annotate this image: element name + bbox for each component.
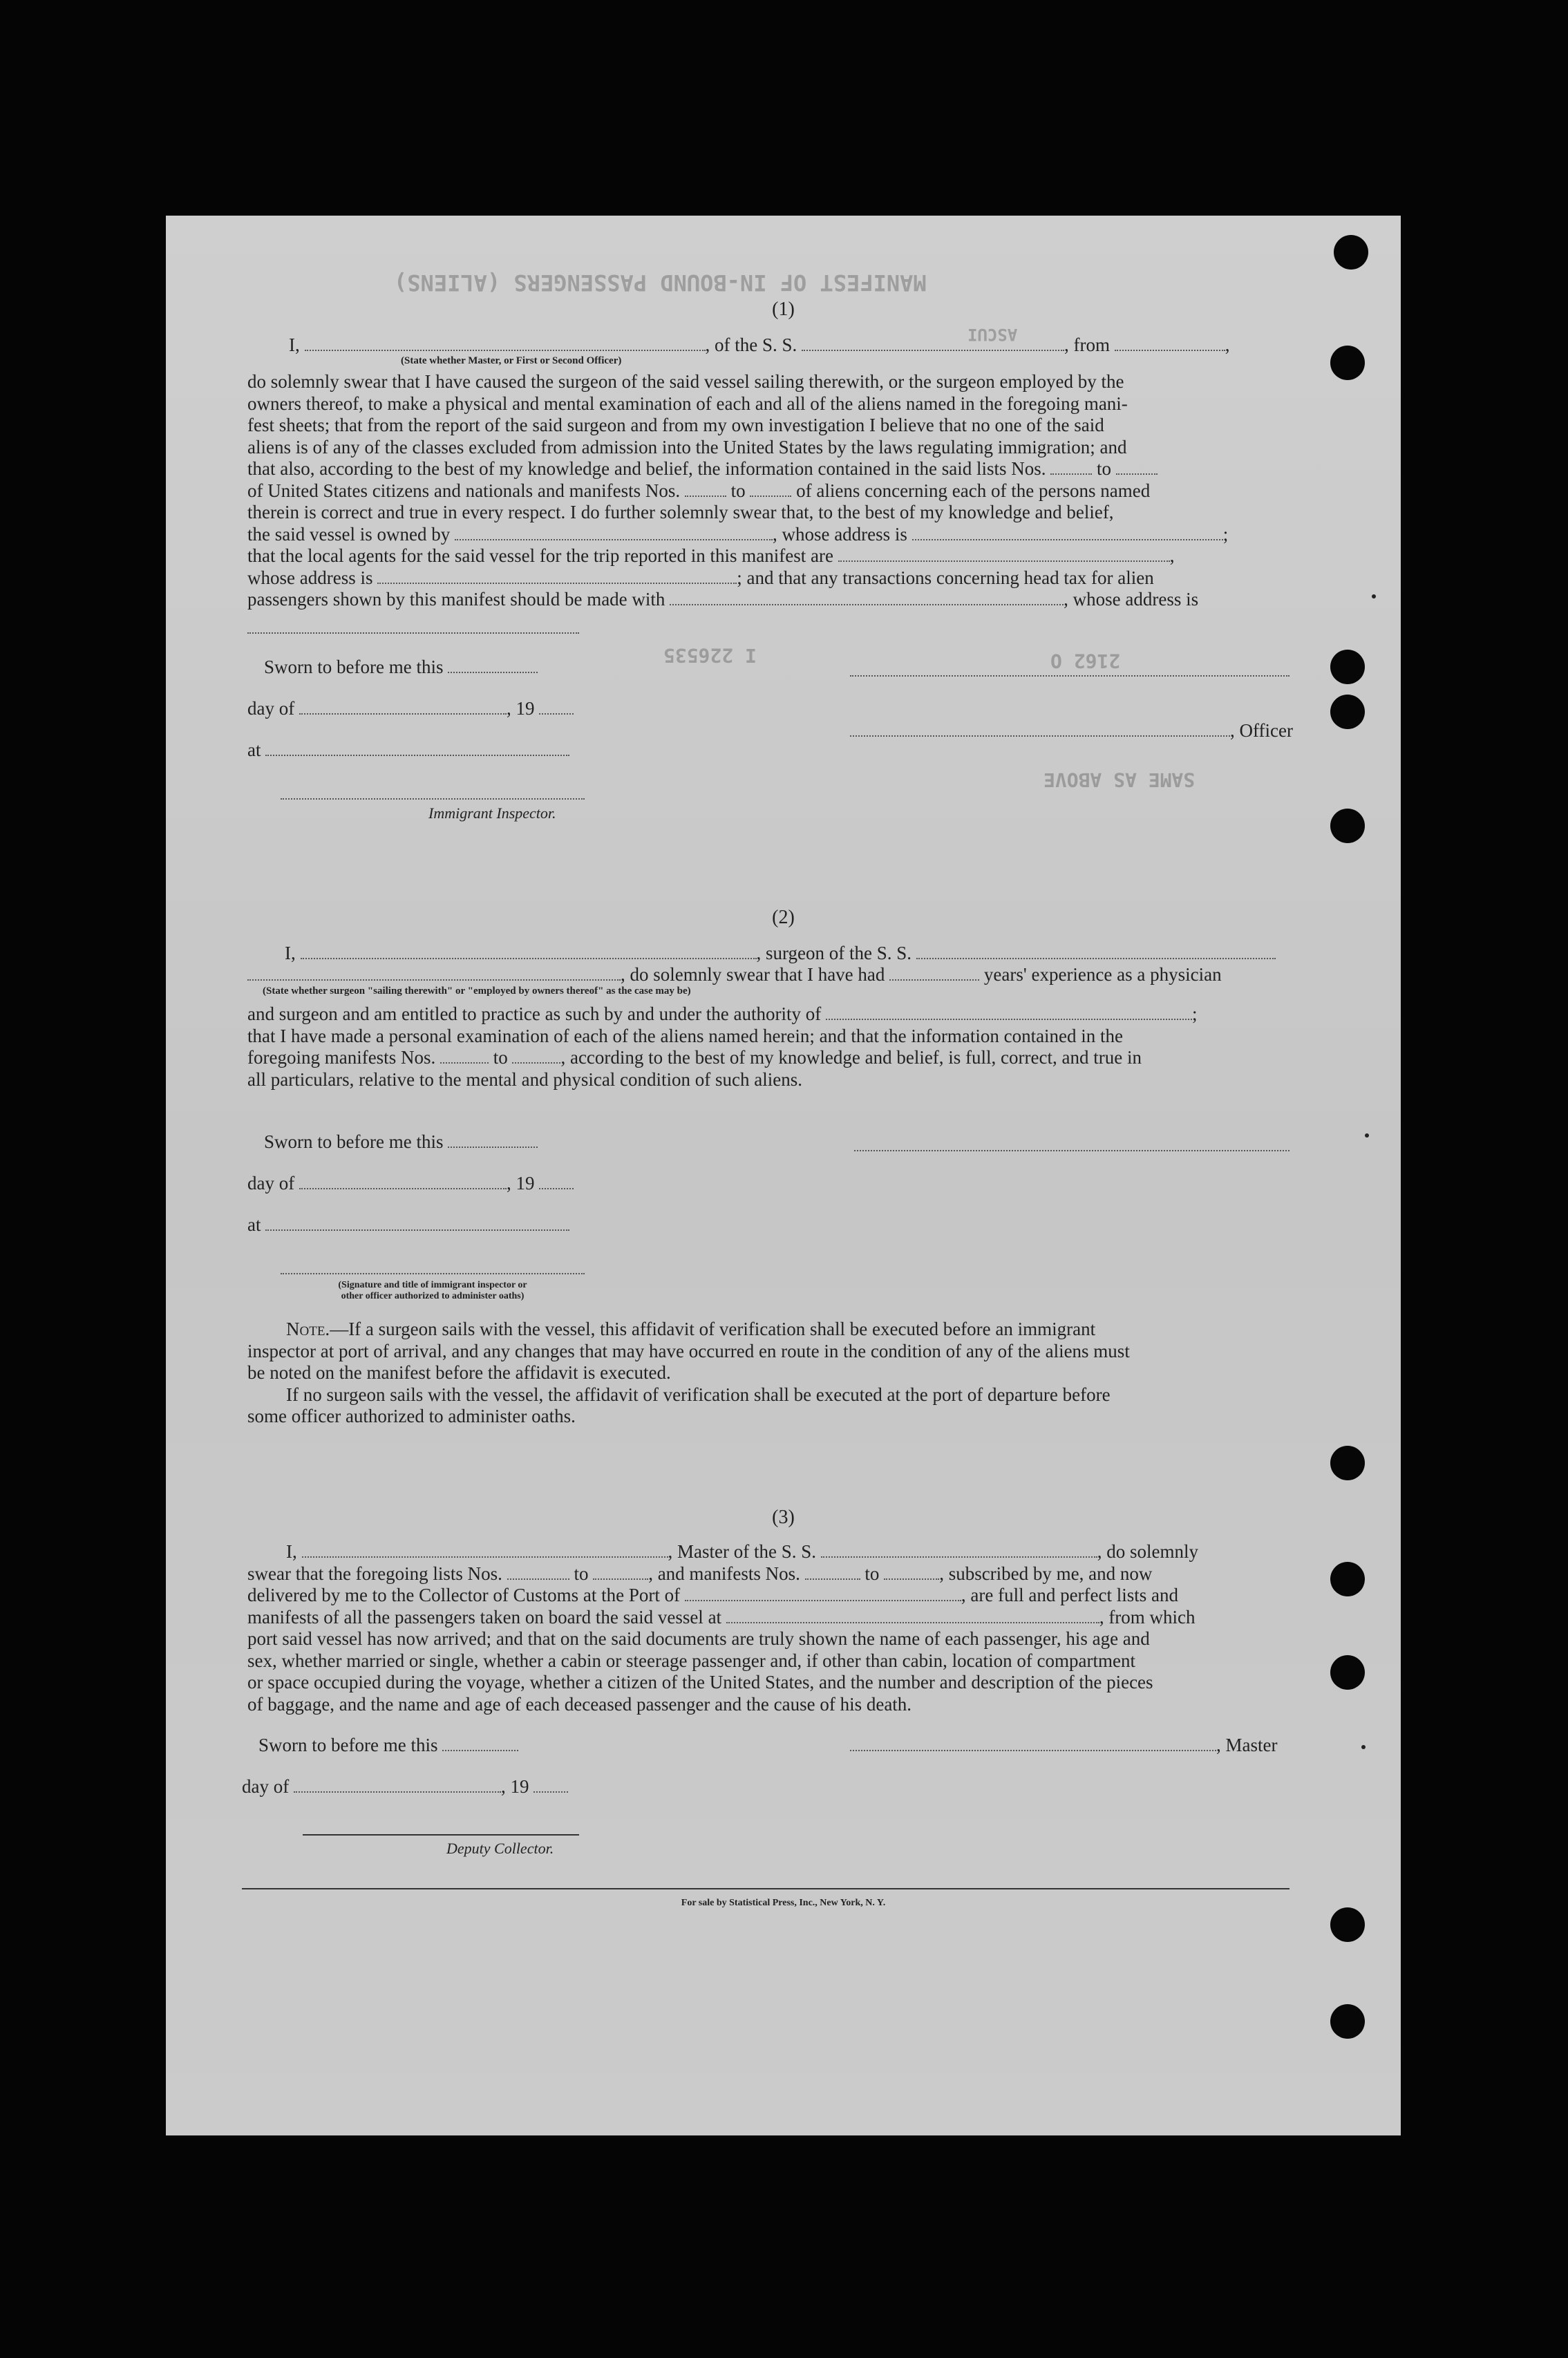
s2-day: day of , 19: [247, 1173, 574, 1194]
punch-hole-9: [1330, 1907, 1365, 1942]
s2-surgeon-note: (State whether surgeon "sailing therewith" or "employed by owners thereof" as the case may be): [263, 985, 691, 997]
bleed-through-address: 2162 O: [1050, 650, 1121, 672]
s2-note-paragraph: Note.—If a surgeon sails with the vessel, this affidavit of verification shall be executed before an immigrant inspector at port of arrival, and any changes that may have occurred en route in the condition of any of the aliens must be noted on the manifest before the affidavit is executed. If no surgeon sails with the vessel, the affidavit of verification shall be executed at the port of departure before some officer authorized to administer oaths.: [247, 1319, 1130, 1426]
s1-owner-blank: [455, 527, 773, 540]
s1-oath-paragraph: do solemnly swear that I have caused the surgeon of the said vessel sailing therewith, or the surgeon employed by the owners thereof, to make a physical and mental examination of each and all of the aliens named in the foregoing mani- fest sheets; that from the report of the said surgeon and from my own investigation I believe that no one of the said aliens is of any of the classes excluded from admission into the United States by the laws regulating immigration; and that also, according to the best of my knowledge and belief, the information contained in the said lists Nos. to of United States citizens and nationals and manifests Nos. to of aliens concerning each of the persons named therein is correct and true in every respect. I do further solemnly swear that, to the best of my knowledge and belief, the said vessel is owned by , whose address is ; that the local agents for the said vessel for the trip reported in this manifest are , whose address is ; and that any transactions concerning head tax for alien passengers shown by this manifest should be made with , whose address is: [247, 371, 1229, 610]
section-2-number: (2): [772, 907, 795, 928]
punch-hole-7: [1330, 1562, 1365, 1596]
s3-ship-blank: [821, 1544, 1097, 1558]
bleed-through-same: SAME AS ABOVE: [1043, 768, 1196, 791]
s2-ship-blank: [916, 945, 1276, 959]
s1-ship-blank: [802, 337, 1064, 351]
punch-hole-6: [1330, 1446, 1365, 1480]
s1-agents-blank: [838, 548, 1170, 562]
s2-years-blank: [889, 967, 979, 981]
s1-officer-note: (State whether Master, or First or Second Officer): [401, 355, 622, 366]
s2-sworn: Sworn to before me this: [264, 1131, 538, 1153]
section-1-number: (1): [772, 299, 795, 320]
s1-from-blank: [1115, 337, 1225, 351]
s3-sworn: Sworn to before me this: [258, 1735, 518, 1756]
bleed-through-number: I 226535: [663, 644, 757, 667]
punch-hole-1: [1334, 235, 1368, 270]
footer-rule: [242, 1888, 1290, 1889]
s1-line-1: I, , of the S. S. , from ,: [289, 334, 1230, 355]
s3-port-blank: [685, 1587, 961, 1601]
printer-imprint: For sale by Statistical Press, Inc., New York, N. Y.: [681, 1898, 886, 1908]
punch-hole-3: [1330, 650, 1365, 684]
s2-line-2: , do solemnly swear that I have had years' experience as a physician: [247, 964, 1222, 985]
punch-hole-8: [1330, 1655, 1365, 1690]
s1-officer-line: , Officer: [850, 720, 1293, 742]
s3-oath-paragraph: I, , Master of the S. S. , do solemnly swear that the foregoing lists Nos. to , and manifests Nos. to , subscribed by me, and now delivered by me to the Collector of Customs at the Port of , are full and perfect lists and manifests of all the passengers taken on board the said vessel at , from which port said vessel has now arrived; and that on the said documents are truly shown the name of each passenger, his age and sex, whether married or single, whether a cabin or steerage passenger and, if other than cabin, location of compartment or space occupied during the voyage, whether a citizen of the United States, and the number and description of the pieces of baggage, and the name and age of each deceased passenger and the cause of his death.: [247, 1541, 1198, 1715]
s1-at: at: [247, 739, 569, 761]
punch-hole-4: [1330, 695, 1365, 729]
bleed-through-ascui: ASCUI: [967, 325, 1018, 344]
section-3-number: (3): [772, 1507, 795, 1528]
s3-master-line: , Master: [850, 1735, 1277, 1756]
s3-day: day of , 19: [242, 1776, 568, 1798]
punch-hole-10: [1330, 2004, 1365, 2039]
s2-surgeon-signature-line: [854, 1150, 1290, 1151]
punch-hole-2: [1330, 346, 1365, 380]
s2-surgeon-name-blank: [301, 945, 757, 959]
s3-deputy-collector: Deputy Collector.: [446, 1840, 554, 1857]
s1-immigrant-inspector: Immigrant Inspector.: [428, 804, 556, 822]
s1-officer-blank: [305, 337, 706, 351]
s2-line-1: I, , surgeon of the S. S.: [285, 943, 1276, 964]
manifest-page: [166, 216, 1401, 2135]
s2-signature-note: (Signature and title of immigrant inspector or other officer authorized to administer oaths): [338, 1280, 527, 1301]
punch-hole-5: [1330, 809, 1365, 843]
s1-signature-line-1: [850, 675, 1290, 677]
s2-oath-paragraph: and surgeon and am entitled to practice as such by and under the authority of ; that I have made a personal examination of each of the aliens named herein; and that the information contained in the foregoing manifests Nos. to , according to the best of my knowledge and belief, is full, correct, and true in all particulars, relative to the mental and physical condition of such aliens.: [247, 1003, 1198, 1090]
s1-sworn: Sworn to before me this: [264, 657, 538, 678]
bleed-through-title: MANIFEST OF IN-BOUND PASSENGERS (ALIENS): [394, 270, 927, 296]
s1-day: day of , 19: [247, 698, 574, 719]
s2-at: at: [247, 1214, 569, 1236]
